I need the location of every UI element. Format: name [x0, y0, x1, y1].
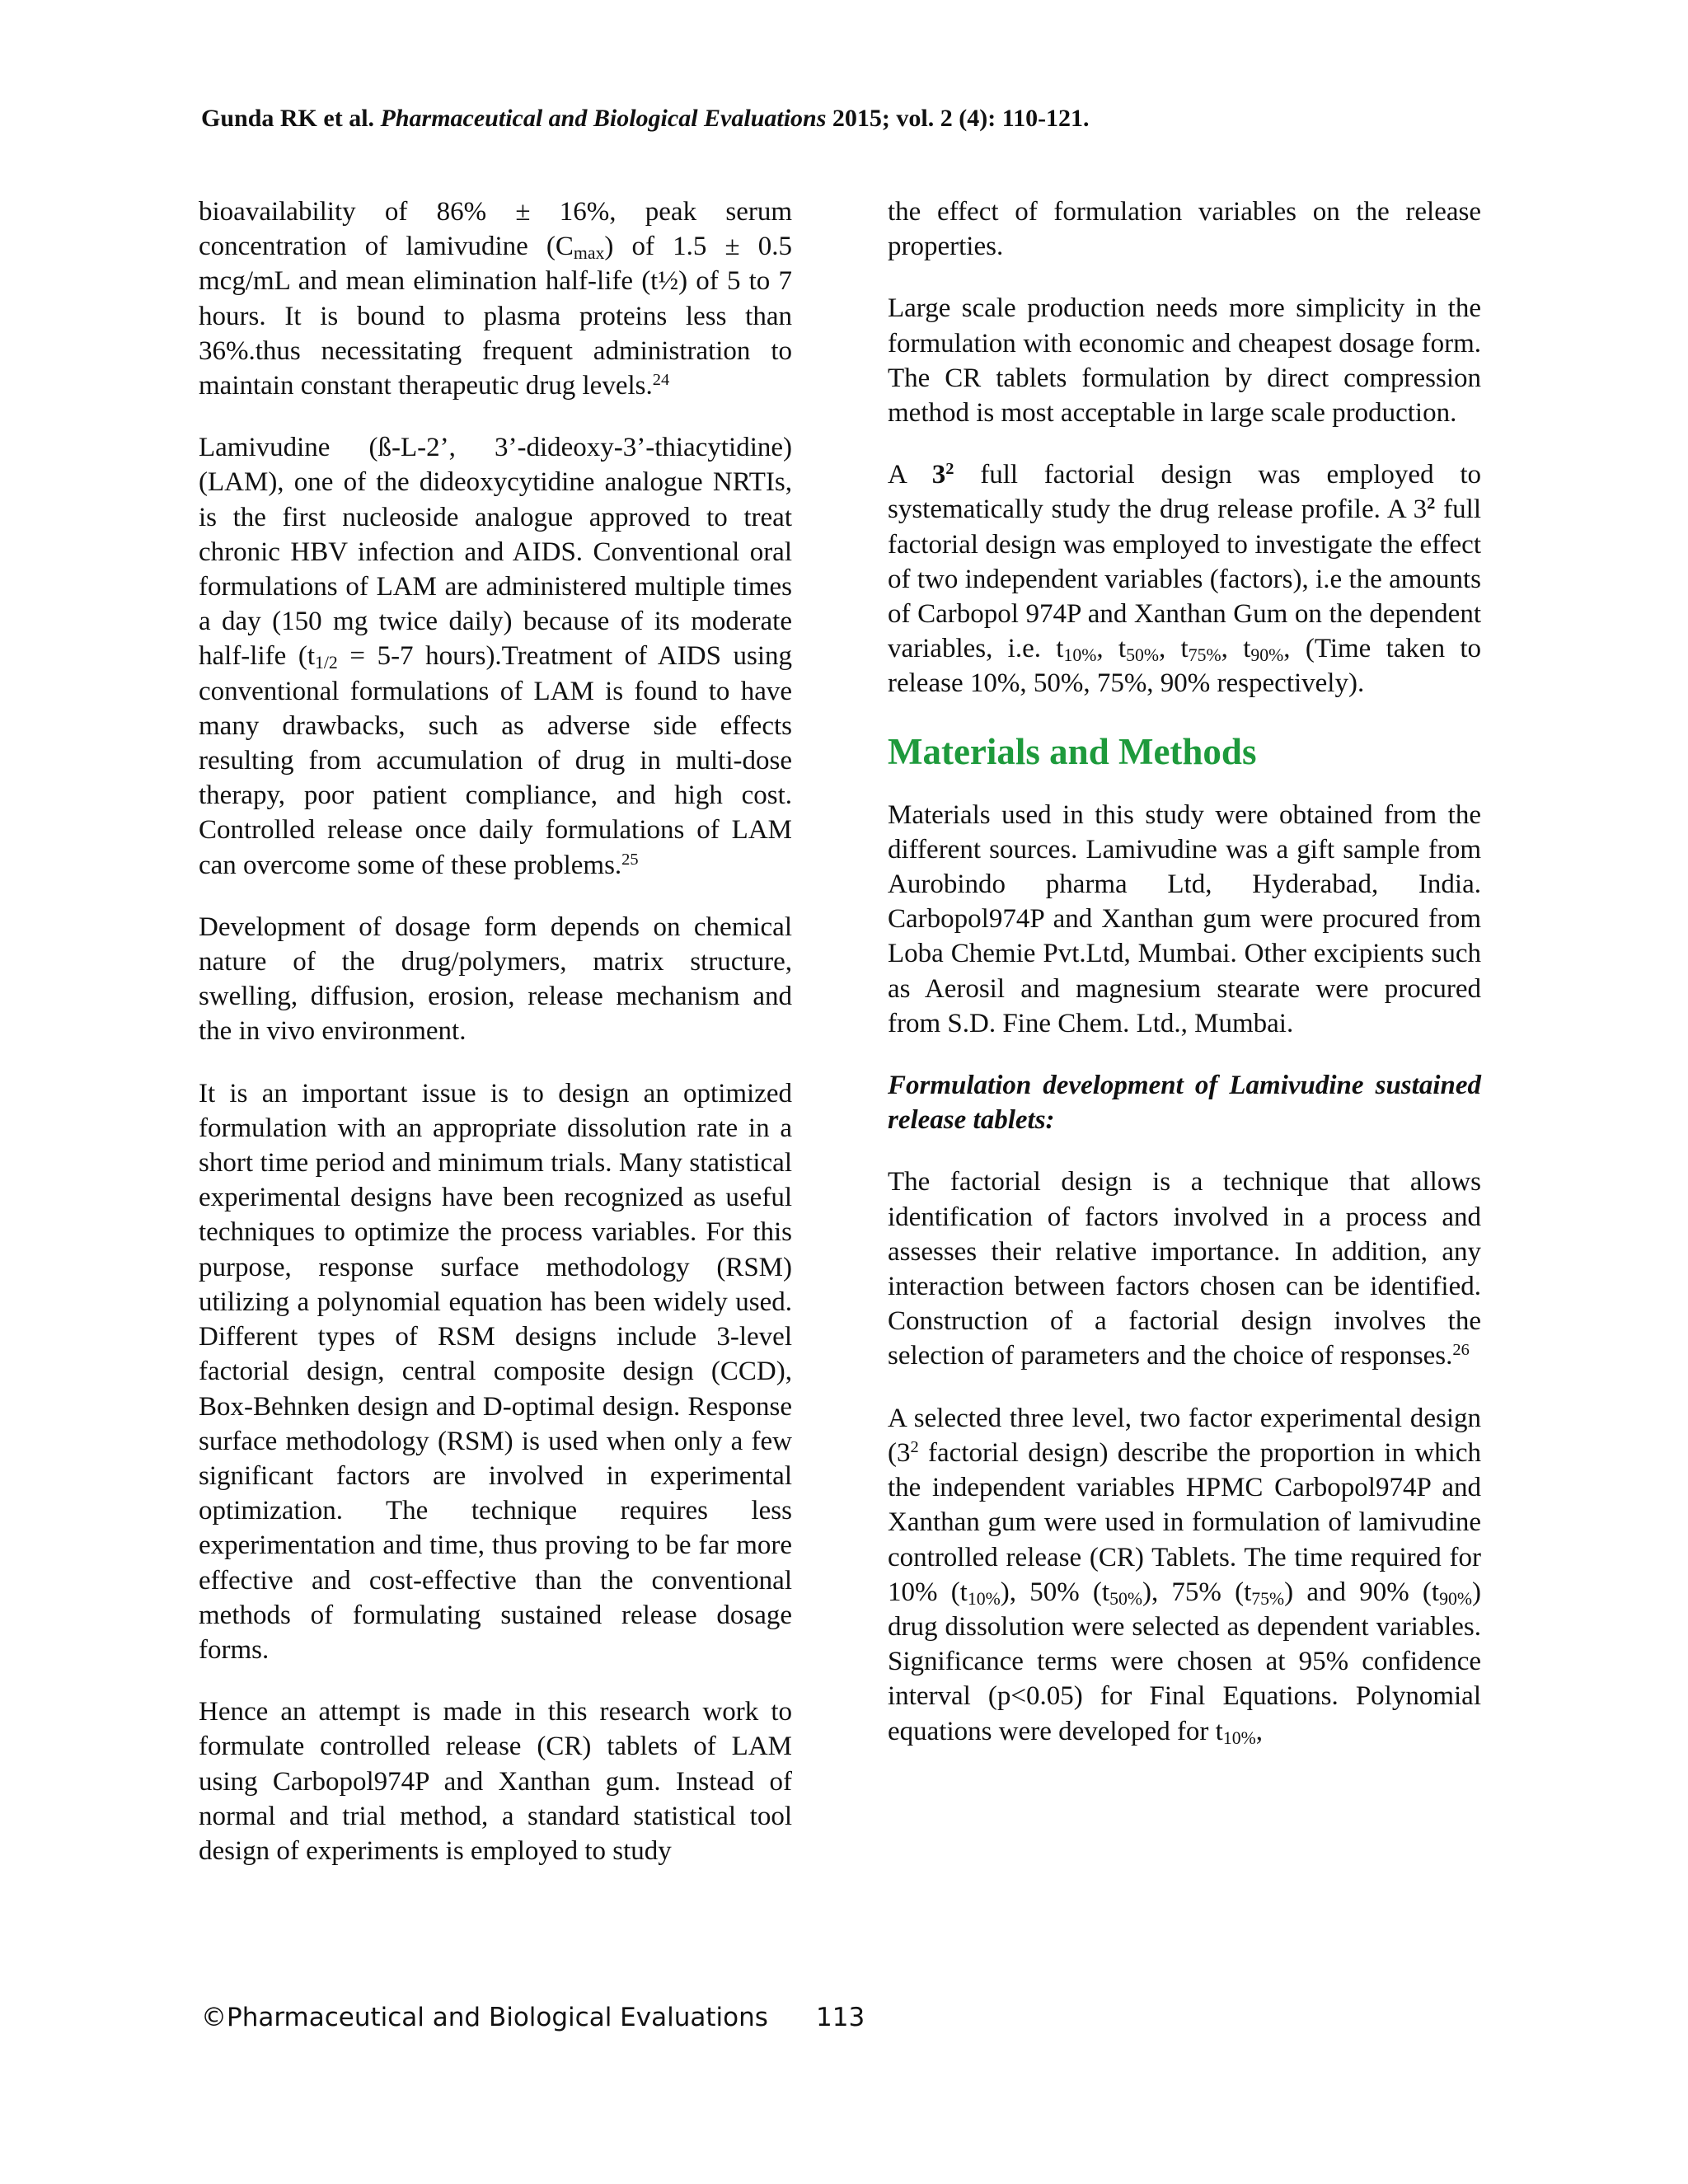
running-header [201, 102, 1487, 135]
reference-marker: 24 [652, 370, 670, 389]
paragraph: Materials used in this study were obtained from the different sources. Lamivudine was a gift sample from Aurobindo pharma Ltd, Hyderabad, India. Carbopol974P and Xanthan gum were procured from Loba Chemie Pvt.Ltd, Mumbai. Other excipients such as Aerosil and magnesium stearate were procured from S.D. Fine Chem. Ltd., Mumbai. [888, 799, 1481, 1038]
paragraph: Hence an attempt is made in this research work to formulate controlled release (CR) tablets of LAM using Carbopol974P and Xanthan gum. Instead of normal and trial method, a standard statistical tool design of experiments is employed to study [199, 1697, 792, 1866]
paragraph: bioavailability of 86% ± 16%, peak serum concentration of lamivudine $(C_{max})$ of 1.5 ± 0.5 mcg/mL and mean elimination half-life (t½) of 5 to 7 hours. It is bound to plasma proteins less than 36%.thus necessitating frequent administration to maintain constant therapeutic drug levels.$^{24}$ [199, 197, 792, 401]
page-number: 113 [816, 2003, 865, 2032]
reference-marker: 25 [621, 850, 639, 869]
paragraph: It is an important issue is to design an optimized formulation with an appropriate dissolution rate in a short time period and minimum trials. Many statistical experimental designs have been recognized as useful techniques to optimize the process variables. For this purpose, response surface methodology (RSM) utilizing a polynomial equation has been widely used. Different types of RSM designs include 3-level factorial design, central composite design (CCD), Box-Behnken design and D-optimal design. Response surface methodology (RSM) is used when only a few significant factors are involved in experimental optimization. The technique requires less experimentation and time, thus proving to be far more effective and cost-effective than the conventional methods of formulating sustained release dosage forms. [199, 1078, 792, 1665]
left-column [199, 194, 792, 1868]
paragraph: Lamivudine (ß-L-2’, 3’-dideoxy-3’-thiacytidine) (LAM), one of the dideoxycytidine analogue NRTIs, is the first nucleoside analogue approved to treat chronic HBV infection and AIDS. Conventional oral formulations of LAM are administered multiple times a day (150 mg twice daily) because of its moderate half-life ($t_{1/2} = 5-7$ hours).Treatment of AIDS using conventional formulations of LAM is found to have many drawbacks, such as adverse side effects resulting from accumulation of drug in multi-dose therapy, poor patient compliance, and high cost. Controlled release once daily formulations of LAM can overcome some of these problems.$^{25}$ [199, 433, 792, 880]
right-column [888, 194, 1481, 1749]
section-heading: Materials and Methods [888, 730, 1257, 772]
header-authors: Gunda RK et al. [201, 105, 375, 132]
header-citation: 2015; vol. 2 (4): 110-121. [832, 105, 1090, 132]
header-journal: Pharmaceutical and Biological Evaluations [380, 105, 827, 132]
paragraph: A $3^2$ full factorial design was employed to systematically study the drug release profile. A $3^2$ full factorial design was employed to investigate the effect of two independent variables (factors), i.e the amounts of Carbopol 974P and Xanthan Gum on the dependent variables, i.e. $t_{10\%}$, $t_{50\%}$, $t_{75\%}$, $t_{90\%}$, (Time taken to release 10%, 50%, 75%, 90% respectively). [888, 459, 1482, 699]
reference-marker: 26 [1452, 1341, 1470, 1360]
paragraph: A selected three level, two factor experimental design ($3^2$ factorial design) describe the proportion in which the independent variables HPMC Carbopol974P and Xanthan gum were used in formulation of lamivudine controlled release (CR) Tablets. The time required for 10% $(t_{10\%})$, 50% $(t_{50\%})$, 75% $(t_{75\%})$ and 90% $(t_{90\%})$ drug dissolution were selected as dependent variables. Significance terms were chosen at 95% confidence interval (p<0.05) for Final Equations. Polynomial equations were developed for $t_{10\%}$, [888, 1403, 1481, 1748]
paragraph: Development of dosage form depends on chemical nature of the drug/polymers, matrix structure, swelling, diffusion, erosion, release mechanism and the in vivo environment. [199, 912, 792, 1047]
paragraph: Large scale production needs more simplicity in the formulation with economic and cheapest dosage form. The CR tablets formulation by direct compression method is most acceptable in large scale production. [888, 293, 1481, 429]
subsection-heading: Formulation development of Lamivudine sustained release tablets: [888, 1071, 1481, 1136]
paragraph: the effect of formulation variables on the release properties. [888, 197, 1481, 262]
footer-copyright: ©Pharmaceutical and Biological Evaluations [201, 2003, 768, 2032]
paragraph: The factorial design is a technique that allows identification of factors involved in a process and assesses their relative importance. In addition, any interaction between factors chosen can be identified. Construction of a factorial design involves the selection of parameters and the choice of responses.$^{26}$ [888, 1167, 1481, 1371]
